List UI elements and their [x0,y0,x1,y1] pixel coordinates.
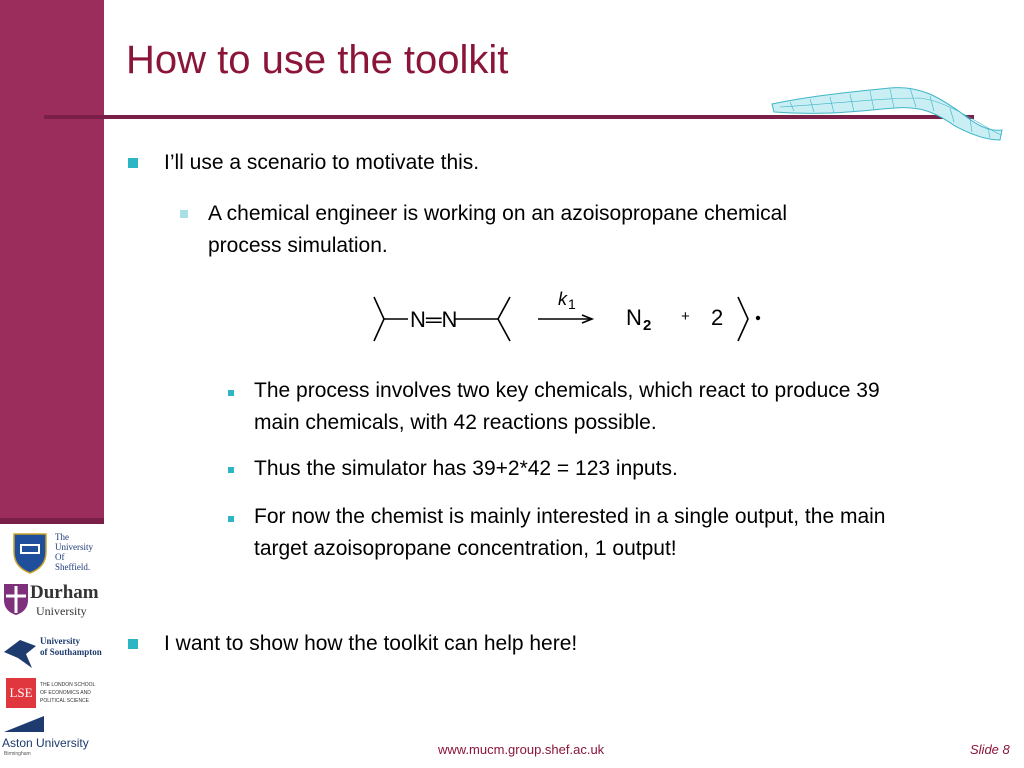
sub-bullet-text-line1: A chemical engineer is working on an azoisopropane chemical [208,202,787,225]
reaction-reactant: N═N [410,307,458,332]
lse-line1: THE LONDON SCHOOL [40,682,96,688]
coefficient: 2 [711,305,724,330]
product-n: N [626,305,642,330]
sheffield-line3: Of [55,552,65,562]
sidebar-band [0,0,104,522]
sub-bullet-square-1 [180,210,188,218]
southampton-line2: of Southampton [40,647,102,657]
bullet-text-1: I’ll use a scenario to motivate this. [164,151,480,174]
logo-sheffield [0,528,104,576]
subsub-bullet-text-3a: For now the chemist is mainly interested in a single output, the main [254,505,886,528]
subsub-bullet-square-2 [228,467,234,473]
durham-crest-icon [2,582,30,616]
slide-number: Slide 8 [970,742,1010,757]
subsub-bullet-text-1b: main chemicals, with 42 reactions possible. [254,411,657,434]
subsub-bullet-text-1a: The process involves two key chemicals, which react to produce 39 [254,379,880,402]
aston-sub: Birmingham [4,751,31,757]
plus-sign: + [681,308,690,325]
aston-triangle-icon [2,714,46,734]
lse-line2: OF ECONOMICS AND [40,690,91,696]
sheffield-line1: The [55,532,69,542]
logo-lse [0,676,104,710]
sidebar-edge [0,518,104,524]
product-n-sub: 2 [643,317,652,334]
wave-decoration [770,82,1006,160]
subsub-bullet-text-3b: target azoisopropane concentration, 1 output! [254,537,677,560]
logo-southampton [0,632,104,672]
durham-name: Durham [30,582,99,603]
rate-constant-sub: 1 [568,296,576,312]
lse-mark: LSE [6,678,36,708]
subsub-bullet-square-1 [228,390,234,396]
sheffield-line2: University [55,542,93,552]
southampton-ship-icon [2,634,38,670]
bullet-text-2: I want to show how the toolkit can help here! [164,632,578,655]
rate-constant: k [558,289,567,309]
bullet-square-1 [128,158,138,168]
bullet-square-2 [128,639,138,649]
subsub-bullet-text-2: Thus the simulator has 39+2*42 = 123 inputs. [254,457,678,480]
sub-bullet-text-line2: process simulation. [208,234,388,257]
subsub-bullet-square-3 [228,516,234,522]
slide-title: How to use the toolkit [126,38,509,82]
footer-url-link[interactable]: www.mucm.group.shef.ac.uk [438,742,605,757]
logo-aston [0,714,104,766]
aston-name: Aston University [2,736,89,750]
reaction-equation [370,285,770,347]
southampton-line1: University [40,636,80,646]
durham-sub: University [36,604,87,618]
sheffield-crest-icon [10,530,50,574]
logo-durham [0,580,104,626]
radical-dot [756,316,760,320]
sheffield-line4: Sheffield. [55,562,91,572]
lse-line3: POLITICAL SCIENCE [40,698,89,704]
